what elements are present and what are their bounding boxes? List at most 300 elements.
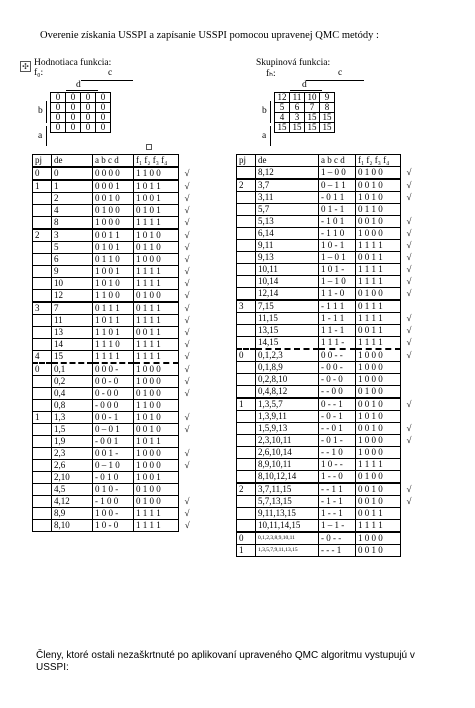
cell-pj [237,276,256,288]
right-map-function: fₕ: [266,69,276,79]
cell-abcd: 1 – 1 - [319,520,356,533]
check-mark: √ [406,398,412,409]
header-check [401,155,418,167]
left-map-grid [50,92,111,133]
cell-f: 1 1 1 1 [134,266,179,278]
header-de: de [256,155,319,167]
map-cell: 0 [51,123,66,133]
cell-pj: 2 [237,179,256,192]
cell-de: 2,6,10,14 [256,447,319,459]
table-row [237,216,418,228]
cell-f: 0 0 1 0 [356,423,401,435]
cell-f: 1 1 1 1 [134,315,179,327]
check-mark: √ [184,412,190,422]
right-map-label-c: c [338,68,343,78]
footer-note: Členy, ktoré ostali nezaškrtnuté po aplikovaní upraveného QMC algoritmu vystupujú v USSPI: [36,650,415,673]
check-mark: √ [184,339,190,349]
cell-de: 2,10 [52,472,93,484]
table-row [237,325,418,337]
cell-abcd: 1 0 - 0 [93,520,134,532]
cell-f: 0 1 0 0 [356,471,401,484]
cell-f: 1 0 1 0 [356,192,401,204]
cell-de: 10 [52,278,93,290]
cell-f: 0 1 1 1 [356,300,401,313]
check-mark [401,362,418,374]
map-cell: 0 [51,103,66,113]
cell-abcd: 0 - 0 0 [93,388,134,400]
table-header-row [237,155,418,167]
map-cell: 0 [66,113,81,123]
table-row [237,288,418,301]
cell-f: 1 1 1 1 [134,339,179,351]
table-row [33,193,196,205]
check-mark: √ [406,288,412,299]
cell-abcd: - 1 - 1 [319,496,356,508]
cell-pj: 0 [33,363,52,376]
cell-pj [33,436,52,448]
table-row [237,362,418,374]
cell-abcd: - - 1 0 [319,447,356,459]
map-cell: 9 [320,93,335,103]
table-header-row [33,155,196,168]
cell-pj [33,254,52,266]
table-row [33,400,196,412]
table-row [237,545,418,557]
map-cell: 7 [305,103,320,113]
table-row [33,376,196,388]
cell-f: 1 1 0 0 [134,167,179,180]
cell-abcd: 0 1 0 - [93,484,134,496]
check-mark [401,471,418,484]
cell-abcd: - - 1 1 [319,483,356,496]
cell-f: 1 1 1 1 [356,264,401,276]
cell-pj: 1 [237,545,256,557]
cell-de: 2,3 [52,448,93,460]
cell-abcd: - 0 - - [319,532,356,545]
map-cell: 5 [275,103,290,113]
cell-abcd: 1 1 1 1 [93,351,134,364]
cell-f: 0 0 1 0 [356,216,401,228]
left-qmc-table [32,154,196,532]
cell-f: 0 1 1 1 [134,302,179,315]
cell-abcd: - 1 1 0 [319,228,356,240]
header-pj: pj [237,155,256,167]
cell-abcd: - 1 1 1 [319,300,356,313]
right-karnaugh-map [256,58,396,150]
cell-abcd: - 0 0 0 [93,400,134,412]
check-mark: √ [184,424,190,434]
check-mark: √ [184,351,190,362]
left-karnaugh-map [34,58,174,150]
table-row [237,240,418,252]
map-cell: 0 [81,123,96,133]
cell-abcd: 0 0 - 0 [93,376,134,388]
cell-de: 2,3,10,11 [256,435,319,447]
cell-de: 0,1,2,3,8,9,10,11 [256,532,319,545]
cell-abcd: 0 1 1 0 [93,254,134,266]
table-row [33,217,196,230]
check-mark: √ [406,192,412,202]
check-mark [401,300,418,313]
cell-f: 1 1 1 1 [356,313,401,325]
cell-de: 1,3,5,7,9,11,13,15 [256,545,319,557]
right-map-label-d: d [302,80,307,90]
cell-pj [237,240,256,252]
check-mark [401,386,418,399]
table-row [237,483,418,496]
cell-pj [33,217,52,230]
cell-pj [237,411,256,423]
cell-de: 15 [52,351,93,364]
check-mark: √ [184,388,190,398]
header-pj: pj [33,155,52,168]
left-map-label-c: c [108,68,113,78]
map-cell: 0 [66,93,81,103]
table-row [33,484,196,496]
cell-pj [33,290,52,303]
check-mark: √ [406,423,412,433]
cell-pj [237,192,256,204]
table-row [33,412,196,424]
cell-f: 0 1 0 0 [356,167,401,180]
check-mark: √ [406,337,412,348]
table-move-handle-icon[interactable]: ✣ [20,61,31,72]
cell-de: 1 [52,180,93,193]
cell-pj [33,266,52,278]
cell-de: 7,15 [256,300,319,313]
check-mark: √ [406,349,412,360]
cell-abcd: 0 0 1 0 [93,193,134,205]
cell-f: 0 1 0 0 [134,496,179,508]
cell-abcd: 0 0 - 1 [93,412,134,424]
check-mark: √ [184,193,190,203]
cell-pj [33,315,52,327]
cell-abcd: - 0 1 - [319,435,356,447]
cell-de: 14 [52,339,93,351]
map-cell: 0 [96,103,111,113]
cell-f: 1 1 1 1 [134,508,179,520]
map-cell: 8 [320,103,335,113]
cell-de: 11,15 [256,313,319,325]
table-row [237,179,418,192]
cell-pj: 0 [237,532,256,545]
resize-handle-icon[interactable] [146,144,152,150]
cell-pj: 2 [33,229,52,242]
cell-pj: 2 [237,483,256,496]
cell-abcd: 1 1 1 0 [93,339,134,351]
cell-f: 0 0 1 0 [134,424,179,436]
cell-abcd: 1 1 0 0 [93,290,134,303]
cell-abcd: 0 0 1 1 [93,229,134,242]
cell-de: 10,11,14,15 [256,520,319,533]
cell-de: 10,11 [256,264,319,276]
cell-abcd: - 0 1 1 [319,192,356,204]
map-cell: 15 [305,123,320,133]
map-cell: 15 [275,123,290,133]
cell-pj [237,374,256,386]
cell-abcd: - - 0 0 [319,386,356,399]
cell-f: 0 1 0 0 [134,388,179,400]
check-mark: √ [184,290,190,301]
cell-abcd: - 0 1 0 [93,472,134,484]
cell-f: 1 0 1 0 [356,411,401,423]
cell-de: 8 [52,217,93,230]
table-row [237,228,418,240]
cell-de: 1,5 [52,424,93,436]
cell-de: 2 [52,193,93,205]
cell-f: 0 0 1 0 [356,179,401,192]
table-row [33,167,196,180]
cell-f: 1 1 1 1 [134,351,179,364]
cell-de: 12 [52,290,93,303]
right-map-label-a: a [262,131,267,141]
check-mark [179,436,196,448]
cell-abcd: 1 0 1 0 [93,278,134,290]
cell-de: 2,6 [52,460,93,472]
cell-abcd: 1 0 0 1 [93,266,134,278]
map-cell: 0 [96,93,111,103]
map-cell: 0 [81,93,96,103]
cell-pj: 4 [33,351,52,364]
cell-pj [237,496,256,508]
cell-pj [33,388,52,400]
cell-f: 1 0 0 0 [356,228,401,240]
cell-abcd: 1 1 - 0 [319,288,356,301]
cell-pj [33,278,52,290]
cell-f: 0 1 0 0 [134,484,179,496]
cell-f: 1 1 1 1 [134,217,179,230]
map-cell: 11 [290,93,305,103]
map-cell: 12 [275,93,290,103]
cell-de: 1,3,9,11 [256,411,319,423]
cell-abcd: - 0 - 0 [319,374,356,386]
cell-de: 6,14 [256,228,319,240]
cell-pj [33,460,52,472]
cell-abcd: - - 0 1 [319,423,356,435]
cell-de: 14,15 [256,337,319,350]
check-mark [179,472,196,484]
cell-de: 5,7,13,15 [256,496,319,508]
right-map-heading: Skupinová funkcia: [256,58,331,68]
cell-f: 1 0 1 0 [134,412,179,424]
cell-pj [237,386,256,399]
table-row [237,264,418,276]
cell-de: 0 [52,167,93,180]
cell-de: 12,14 [256,288,319,301]
cell-de: 8,9 [52,508,93,520]
check-mark: √ [184,180,190,191]
map-cell: 10 [305,93,320,103]
table-row [33,290,196,303]
cell-f: 1 1 1 1 [356,240,401,252]
cell-abcd: 1 - - 1 [319,508,356,520]
cell-pj [237,423,256,435]
cell-pj [237,288,256,301]
cell-abcd: 0 1 0 1 [93,242,134,254]
map-cell: 0 [51,93,66,103]
left-map-label-a: a [38,131,43,141]
check-mark [401,459,418,471]
check-mark [401,411,418,423]
cell-f: 1 0 0 0 [134,376,179,388]
cell-de: 3 [52,229,93,242]
check-mark [179,484,196,496]
cell-de: 1,3,5,7 [256,398,319,411]
table-row [33,327,196,339]
cell-pj [237,520,256,533]
cell-pj: 1 [33,412,52,424]
cell-abcd: - 1 0 0 [93,496,134,508]
cell-abcd: 0 0 1 - [93,448,134,460]
right-qmc-table [236,154,418,557]
cell-de: 0,1 [52,363,93,376]
header-abcd: a b c d [319,155,356,167]
cell-pj [33,448,52,460]
table-row [237,167,418,180]
map-cell: 15 [320,113,335,123]
header-check [179,155,196,168]
map-cell: 0 [51,113,66,123]
check-mark: √ [406,276,412,286]
cell-f: 0 1 0 0 [356,288,401,301]
cell-f: 1 1 1 1 [356,520,401,533]
cell-de: 1,9 [52,436,93,448]
table-row [237,337,418,350]
left-map-label-d: d [76,80,81,90]
check-mark [401,447,418,459]
cell-de: 1,3 [52,412,93,424]
cell-abcd: 1 - - 0 [319,471,356,484]
table-row [237,520,418,533]
right-map-c-bar [306,80,364,81]
table-row [237,508,418,520]
check-mark: √ [184,266,190,276]
cell-pj: 3 [33,302,52,315]
cell-f: 0 0 1 0 [356,496,401,508]
table-row [33,496,196,508]
table-row [33,278,196,290]
cell-abcd: - 0 0 1 [93,436,134,448]
check-mark: √ [406,167,412,178]
check-mark: √ [406,496,412,506]
cell-pj [33,327,52,339]
cell-de: 0,8 [52,400,93,412]
cell-f: 0 1 1 0 [356,204,401,216]
cell-abcd: 1 0 - 1 [319,240,356,252]
table-row [237,435,418,447]
right-map-d-bar [290,90,322,91]
cell-de: 7 [52,302,93,315]
cell-de: 5,7 [256,204,319,216]
cell-de: 6 [52,254,93,266]
table-row [33,229,196,242]
cell-f: 1 0 0 0 [356,349,401,362]
cell-f: 1 1 0 0 [134,400,179,412]
cell-pj [237,167,256,180]
check-mark [401,532,418,545]
check-mark: √ [184,448,190,458]
map-cell: 0 [96,113,111,123]
cell-pj [237,362,256,374]
table-row [33,242,196,254]
map-cell: 4 [275,113,290,123]
cell-f: 0 0 1 1 [356,252,401,264]
check-mark [179,400,196,412]
check-mark: √ [406,252,412,262]
cell-abcd: - 1 0 1 [319,216,356,228]
cell-pj [237,447,256,459]
check-mark: √ [184,520,190,530]
left-map-a-bar [46,126,47,146]
cell-de: 3,7 [256,179,319,192]
table-row [237,459,418,471]
cell-f: 1 1 1 1 [356,459,401,471]
check-mark: √ [406,264,412,274]
cell-de: 13 [52,327,93,339]
cell-f: 1 0 1 0 [134,229,179,242]
cell-f: 1 0 0 0 [356,435,401,447]
check-mark: √ [184,229,190,240]
table-row [33,363,196,376]
cell-de: 9 [52,266,93,278]
cell-abcd: 1 – 1 0 [319,276,356,288]
cell-abcd: 0 - - 1 [319,398,356,411]
table-row [237,411,418,423]
check-mark: √ [184,327,190,337]
table-row [237,496,418,508]
check-mark: √ [406,228,412,238]
cell-abcd: 1 0 1 1 [93,315,134,327]
cell-de: 9,11 [256,240,319,252]
check-mark [401,204,418,216]
cell-abcd: 0 1 1 1 [93,302,134,315]
check-mark: √ [184,496,190,506]
check-mark: √ [184,168,190,178]
right-map-grid [274,92,335,133]
cell-abcd: 0 1 - 1 [319,204,356,216]
cell-f: 1 0 0 1 [134,472,179,484]
header-abcd: a b c d [93,155,134,168]
map-cell: 0 [66,123,81,133]
cell-abcd: 0 – 1 1 [319,179,356,192]
map-cell: 15 [290,123,305,133]
cell-de: 13,15 [256,325,319,337]
cell-f: 0 1 0 0 [134,290,179,303]
check-mark: √ [184,242,190,252]
cell-de: 0,1,2,3 [256,349,319,362]
cell-f: 1 1 1 1 [356,337,401,350]
table-row [33,472,196,484]
cell-pj [237,325,256,337]
table-row [33,205,196,217]
cell-pj [237,435,256,447]
cell-pj [237,313,256,325]
map-cell: 0 [96,123,111,133]
cell-pj: 1 [33,180,52,193]
cell-f: 0 0 1 1 [356,325,401,337]
cell-abcd: 1 0 0 - [93,508,134,520]
cell-pj [33,193,52,205]
cell-de: 4,12 [52,496,93,508]
cell-abcd: 0 0 0 1 [93,180,134,193]
cell-abcd: - 0 - 1 [319,411,356,423]
map-cell: 15 [305,113,320,123]
cell-pj [33,520,52,532]
table-row [237,471,418,484]
cell-pj [237,252,256,264]
cell-pj [237,459,256,471]
table-row [237,192,418,204]
